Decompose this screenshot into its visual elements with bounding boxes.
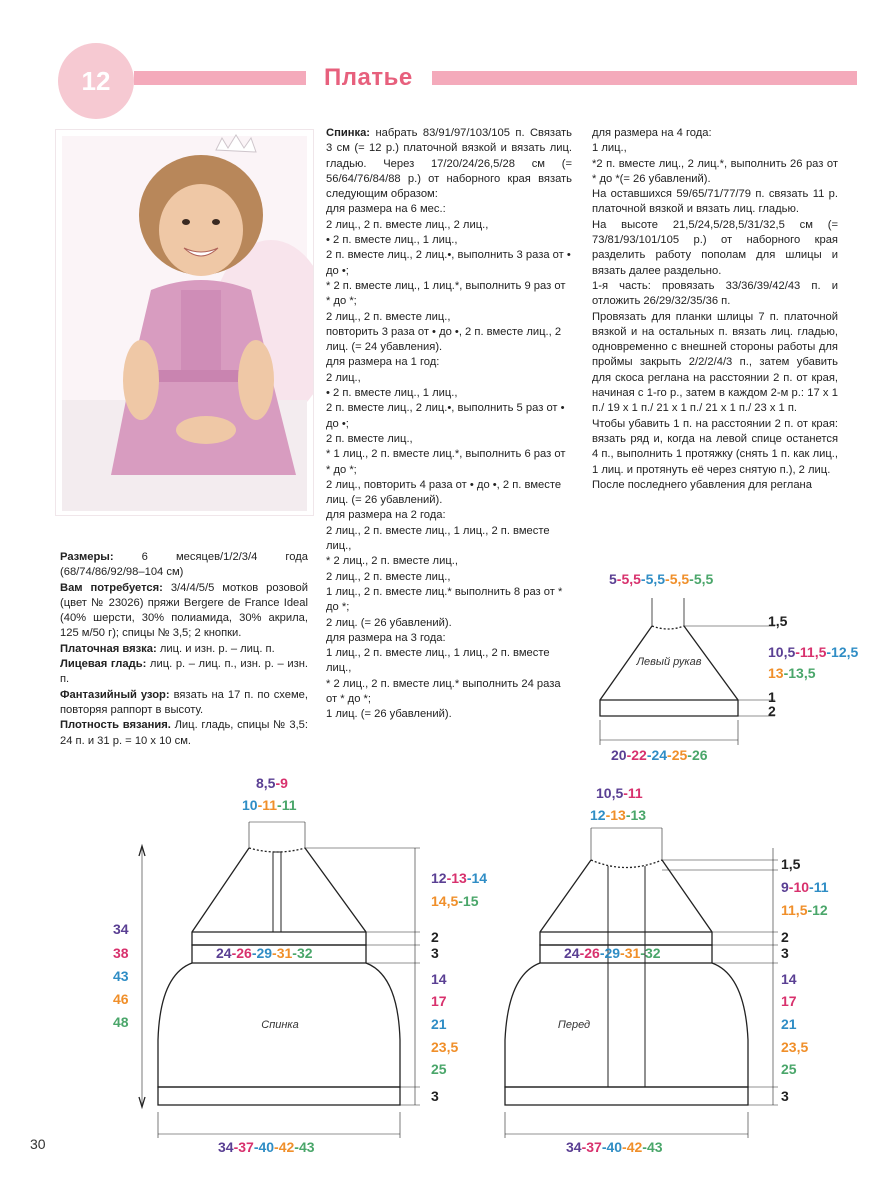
mid-line: повторить 3 раза от • до •, 2 п. вместе лиц., 2 лиц. (= 24 убавления). [326,325,562,354]
back-band-2: 2 [431,929,439,945]
mid-line: 2 лиц., 2 п. вместе лиц., [326,310,451,323]
front-neck-depth: 1,5 [781,856,801,872]
mid-line: для размера на 1 год: [326,356,440,369]
mid-line: для размера на 2 года: [326,509,446,522]
mid-line: 1 лиц., 2 п. вместе лиц., 1 лиц., 2 п. вместе лиц., [326,647,550,675]
right-line: После последнего убавления для реглана [592,478,812,491]
back-skirt-1: 14 [431,971,447,987]
mid-line: 2 лиц., 2 п. вместе лиц., 2 лиц., [326,218,489,231]
back-neck-width-a: 8,5-9 [256,775,288,791]
fancy-label: Фантазийный узор: [60,688,170,701]
density-label: Плотность вязания. [60,719,171,732]
sleeve-taper-height-b: 13-13,5 [768,665,816,681]
mid-line: • 2 п. вместе лиц., 1 лиц., [326,387,458,400]
mid-line: 2 лиц. (= 26 убавлений). [326,616,452,629]
sleeve-bottom-width: 20-22-24-25-26 [611,747,708,763]
sleeve-label: Левый рукав [636,656,702,668]
front-band-3: 3 [781,945,789,961]
page-title: Платье [324,64,413,91]
right-line: На оставшихся 59/65/71/77/79 п. связать 11 р. платочной вязкой и вязать лиц. гладью. [592,188,838,216]
pattern-number: 12 [81,66,111,96]
stockinette-label: Лицевая гладь: [60,658,147,671]
back-yoke-height-a: 12-13-14 [431,870,488,886]
right-line: 1 лиц., [592,142,627,155]
back-length-1: 34 [113,921,129,937]
back-skirt-5: 25 [431,1061,447,1077]
mid-line: 1 лиц., 2 п. вместе лиц.* выполнить 8 раз от * до *; [326,585,563,614]
front-yoke-height-b: 11,5-12 [781,902,828,918]
sleeve-top-width: 5-5,5-5,5-5,5-5,5 [609,571,714,587]
mid-line: • 2 п. вместе лиц., 1 лиц., [326,234,458,247]
mid-line: 2 лиц., 2 п. вместе лиц., 1 лиц., 2 п. вместе лиц., [326,524,550,553]
right-line: *2 п. вместе лиц., 2 лиц.*, выполнить 26 раз от * до *(= 26 убавлений). [592,157,838,185]
right-line: Чтобы убавить 1 п. на расстоянии 2 п. от края: вязать ряд и, когда на левой спице останется 4 п., выполнить 1 протяжку (снять 1 п. как лиц., 1 лиц. и протянуть её через снятую п.), 2 лиц. [592,417,838,476]
front-yoke-height-a: 9-10-11 [781,879,829,895]
garter-text: лиц. и изн. р. – лиц. п. [156,642,275,655]
sleeve-taper-height-a: 10,5-11,5-12,5 [768,644,859,660]
right-line: Провязать для планки шлицы 7 п. платочной вязкой и на остальных п. вязать лиц. гладью, одновременно с внешней стороны работы для проймы закрыть 2/2/2/4/3 п., затем убавить для скоса реглана на расстоянии 2 п. от края, начиная с 1-го р., затем в каждом 2-м р.: 17 х 1 п./ 19 х 1 п./ 21 х 1 п./ 21 х 1 п./ 23 х 1 п. [592,310,838,415]
back-yoke-height-b: 14,5-15 [431,893,479,909]
front-bottom-width: 34-37-40-42-43 [566,1139,663,1155]
back-bottom-width: 34-37-40-42-43 [218,1139,315,1155]
page-number: 30 [30,1136,46,1152]
front-skirt-2: 17 [781,993,797,1009]
back-length-3: 43 [113,968,129,984]
sleeve-band-a: 1 [768,689,776,705]
mid-line: 2 лиц., 2 п. вместе лиц., [326,570,451,583]
mid-line: * 1 лиц., 2 п. вместе лиц.*, выполнить 6 раз от * до *; [326,448,566,476]
front-hem: 3 [781,1088,789,1104]
sleeve-band-b: 2 [768,703,776,719]
front-skirt-3: 21 [781,1016,797,1032]
back-skirt-3: 21 [431,1016,447,1032]
back-label: Спинка [261,1019,299,1031]
back-hem: 3 [431,1088,439,1104]
stockinette-text: лиц. р. – лиц. п., изн. р. – изн. п. [60,658,308,686]
density-text: Лиц. гладь, спицы № 3,5: 24 п. и 31 р. = 10 х 10 см. [60,719,309,747]
front-neck-width-a: 10,5-11 [596,785,643,801]
mid-line: 2 п. вместе лиц., [326,432,413,445]
front-neck-width-b: 12-13-13 [590,807,647,823]
back-label: Спинка: [326,127,371,139]
front-waist-width: 24-26-29-31-32 [564,945,661,961]
mid-line: 2 п. вместе лиц., 2 лиц.•, выполнить 3 раза от • до •; [326,249,571,277]
right-line: На высоте 21,5/24,5/28,5/31/32,5 см (= 73/81/93/101/105 р.) от наборного края разделить работу пополам для шлицы и вязать далее раздельно. [592,218,838,277]
right-line: 1-я часть: провязать 33/36/39/42/43 п. и отложить 26/29/32/35/36 п. [592,279,838,308]
need-text: 3/4/4/5/5 мотков розовой (цвет № 23026) пряжи Bergere de France Ideal (40% шерсти, 30% полиамида, 30% акрила, 125 м/50 г); спицы № 3,5; 2 кнопки. [60,581,308,640]
back-length-5: 48 [113,1014,129,1030]
mid-line: 1 лиц. (= 26 убавлений). [326,708,452,721]
back-skirt-4: 23,5 [431,1039,459,1055]
mid-line: * 2 лиц., 2 п. вместе лиц.* выполнить 24 раза от * до *; [326,677,561,705]
mid-line: * 2 п. вместе лиц., 1 лиц.*, выполнить 9 раз от * до *; [326,279,566,308]
mid-line: для размера на 6 мес.: [326,203,446,216]
back-length-4: 46 [113,991,129,1007]
right-line: для размера на 4 года: [592,127,712,139]
front-label: Перед [557,1019,591,1031]
back-length-2: 38 [113,945,129,961]
mid-line: 2 п. вместе лиц., 2 лиц.•, выполнить 5 раз от • до •; [326,402,565,430]
garter-label: Платочная вязка: [60,642,157,655]
front-skirt-4: 23,5 [781,1039,809,1055]
back-band-3: 3 [431,945,439,961]
sizes-text: 6 месяцев/1/2/3/4 года (68/74/86/92/98–104 см) [60,551,308,579]
mid-line: 2 лиц., [326,371,361,384]
back-skirt-2: 17 [431,993,447,1009]
front-skirt-1: 14 [781,971,797,987]
mid-line: набрать 83/91/97/103/105 п. Связать 3 см (= 12 р.) платочной вязкой и вязать лиц. гладью. Через 17/20/24/26,5/28 см (= 56/64/76/84/88 р.) от наборного края вязать следующим образом: [326,127,572,201]
need-label: Вам потребуется: [60,581,163,594]
sleeve-cap-height: 1,5 [768,613,788,629]
back-neck-width-b: 10-11-11 [242,797,297,813]
front-skirt-5: 25 [781,1061,797,1077]
mid-line: 2 лиц., повторить 4 раза от • до •, 2 п. вместе лиц. (= 26 убавлений). [326,478,562,507]
mid-line: * 2 лиц., 2 п. вместе лиц., [326,555,458,568]
fancy-text: вязать на 17 п. по схеме, повторяя раппорт в высоту. [60,688,308,716]
mid-line: для размера на 3 года: [326,631,446,644]
front-band-2: 2 [781,929,789,945]
sizes-label: Размеры: [60,551,114,563]
back-waist-width: 24-26-29-31-32 [216,945,313,961]
